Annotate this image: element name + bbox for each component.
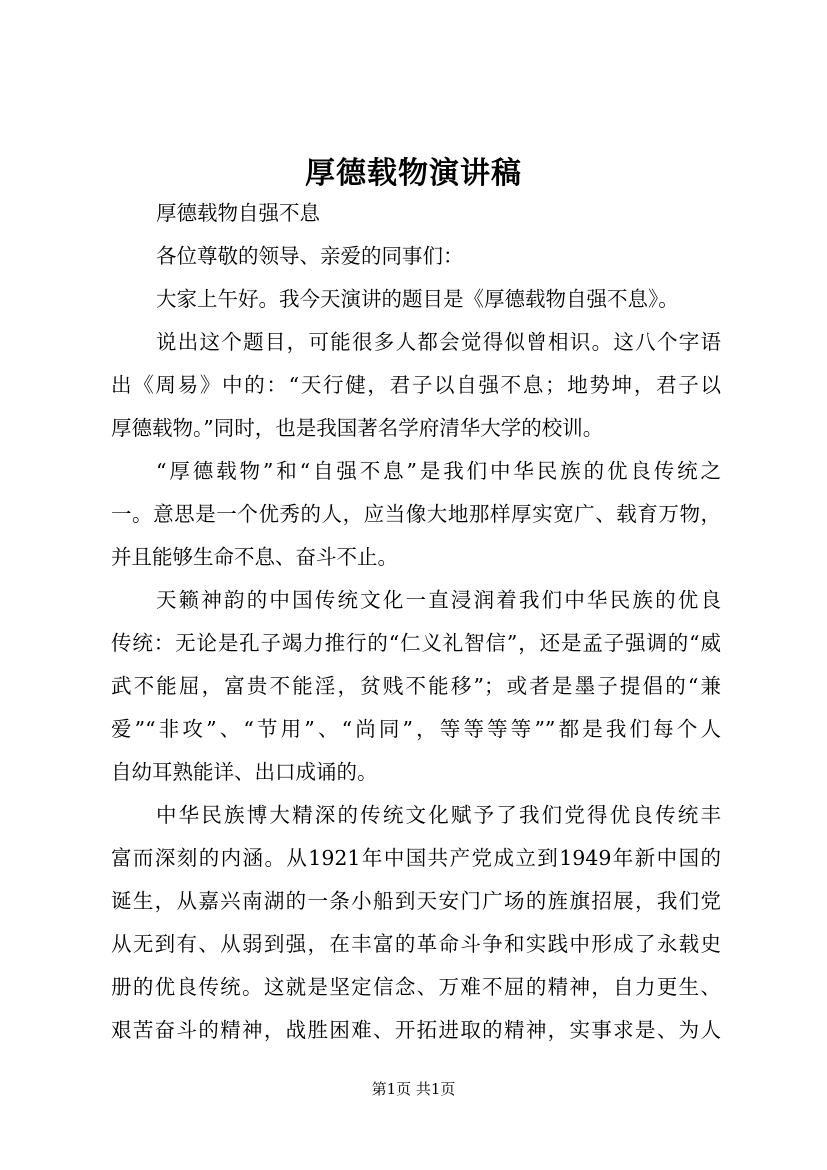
- document-title: 厚德载物演讲稿: [305, 156, 522, 191]
- paragraph-line: 传统：无论是孔子竭力推行的“仁义礼智信”，还是孟子强调的“威: [111, 631, 721, 655]
- paragraph-line: 诞生，从嘉兴南湖的一条小船到天安门广场的旌旗招展，我们党: [111, 889, 721, 913]
- paragraph-line: 大家上午好。我今天演讲的题目是《厚德载物自强不息》。: [156, 287, 679, 311]
- paragraph-line: 厚德载物。”同时，也是我国著名学府清华大学的校训。: [111, 416, 604, 440]
- paragraph-line: 册的优良传统。这就是坚定信念、万难不屈的精神，自力更生、: [111, 975, 721, 999]
- paragraph-line: 武不能屈，富贵不能淫，贫贱不能移”；或者是墨子提倡的“兼: [111, 674, 721, 698]
- paragraph-line: 一。意思是一个优秀的人，应当像大地那样厚实宽广、载育万物，: [111, 502, 721, 526]
- document-body: [111, 192, 721, 1052]
- paragraph-line: 各位尊敬的领导、亲爱的同事们：: [156, 244, 464, 268]
- paragraph-line: 出《周易》中的：“天行健，君子以自强不息；地势坤，君子以: [111, 373, 721, 397]
- paragraph-line: 从无到有、从弱到强，在丰富的革命斗争和实践中形成了永载史: [111, 932, 721, 956]
- paragraph-line: 自幼耳熟能详、出口成诵的。: [111, 760, 378, 784]
- page-number: 第1页 共1页: [371, 1080, 456, 1098]
- paragraph-line: “厚德载物”和“自强不息”是我们中华民族的优良传统之: [156, 459, 721, 483]
- paragraph-line: 中华民族博大精深的传统文化赋予了我们党得优良传统丰: [156, 803, 721, 827]
- paragraph-line: 天籁神韵的中国传统文化一直浸润着我们中华民族的优良: [156, 588, 721, 612]
- paragraph-line: 艰苦奋斗的精神，战胜困难、开拓进取的精神，实事求是、为人: [111, 1018, 721, 1042]
- paragraph-line: 厚德载物自强不息: [156, 201, 320, 225]
- paragraph-line: 并且能够生命不息、奋斗不止。: [111, 545, 398, 569]
- paragraph-line: 富而深刻的内涵。从1921年中国共产党成立到1949年新中国的: [111, 846, 721, 870]
- paragraph-line: 说出这个题目，可能很多人都会觉得似曾相识。这八个字语: [156, 330, 721, 354]
- paragraph-line: 爱”“非攻”、“节用”、“尚同”，等等等等””都是我们每个人: [111, 717, 721, 741]
